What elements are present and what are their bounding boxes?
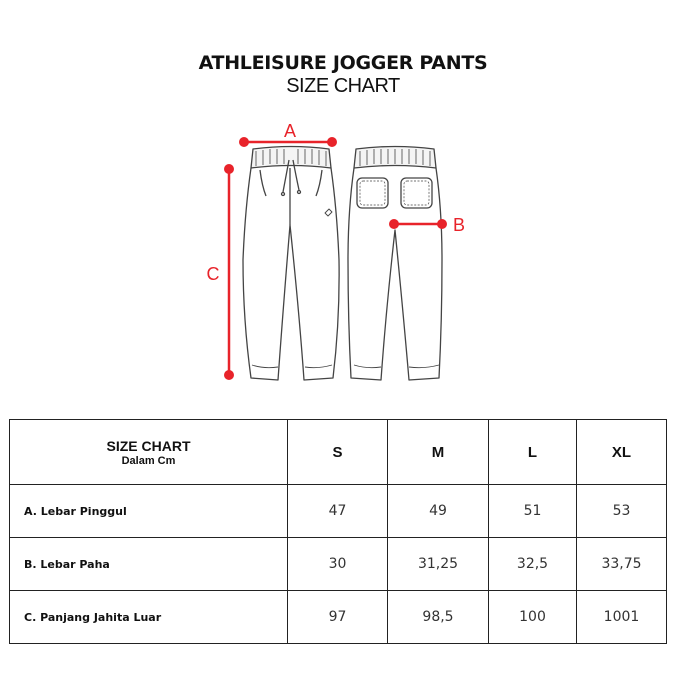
cell-value: 51 — [489, 485, 577, 538]
measure-b-marker — [390, 220, 447, 229]
label-a: A — [283, 121, 297, 141]
back-pants-icon — [348, 147, 442, 381]
size-header-xl: XL — [577, 420, 667, 485]
size-table — [9, 419, 667, 644]
cell-value: 97 — [288, 591, 388, 644]
chart-subtitle: SIZE CHART — [286, 75, 400, 97]
size-header-s: S — [288, 420, 388, 485]
table-row — [10, 538, 667, 591]
table-row — [10, 591, 667, 644]
front-pants-icon — [243, 147, 339, 381]
row-label: A. Lebar Pinggul — [10, 485, 288, 538]
table-row — [10, 485, 667, 538]
cell-value: 100 — [489, 591, 577, 644]
cell-value: 47 — [288, 485, 388, 538]
chart-title: ATHLEISURE JOGGER PANTS — [198, 52, 488, 74]
table-header-row — [10, 420, 667, 485]
table-header-unit: Dalam Cm — [121, 454, 176, 467]
measure-c-marker — [225, 165, 234, 380]
row-label: C. Panjang Jahita Luar — [10, 591, 288, 644]
cell-value: 53 — [577, 485, 667, 538]
label-c: C — [206, 264, 220, 284]
label-b: B — [452, 215, 466, 235]
size-header-m: M — [388, 420, 489, 485]
cell-value: 31,25 — [388, 538, 489, 591]
cell-value: 49 — [388, 485, 489, 538]
table-header-title: SIZE CHART — [106, 437, 191, 454]
cell-value: 98,5 — [388, 591, 489, 644]
row-label: B. Lebar Paha — [10, 538, 288, 591]
table-header-label — [10, 420, 288, 485]
size-header-l: L — [489, 420, 577, 485]
cell-value: 33,75 — [577, 538, 667, 591]
cell-value: 30 — [288, 538, 388, 591]
cell-value: 32,5 — [489, 538, 577, 591]
cell-value: 1001 — [577, 591, 667, 644]
